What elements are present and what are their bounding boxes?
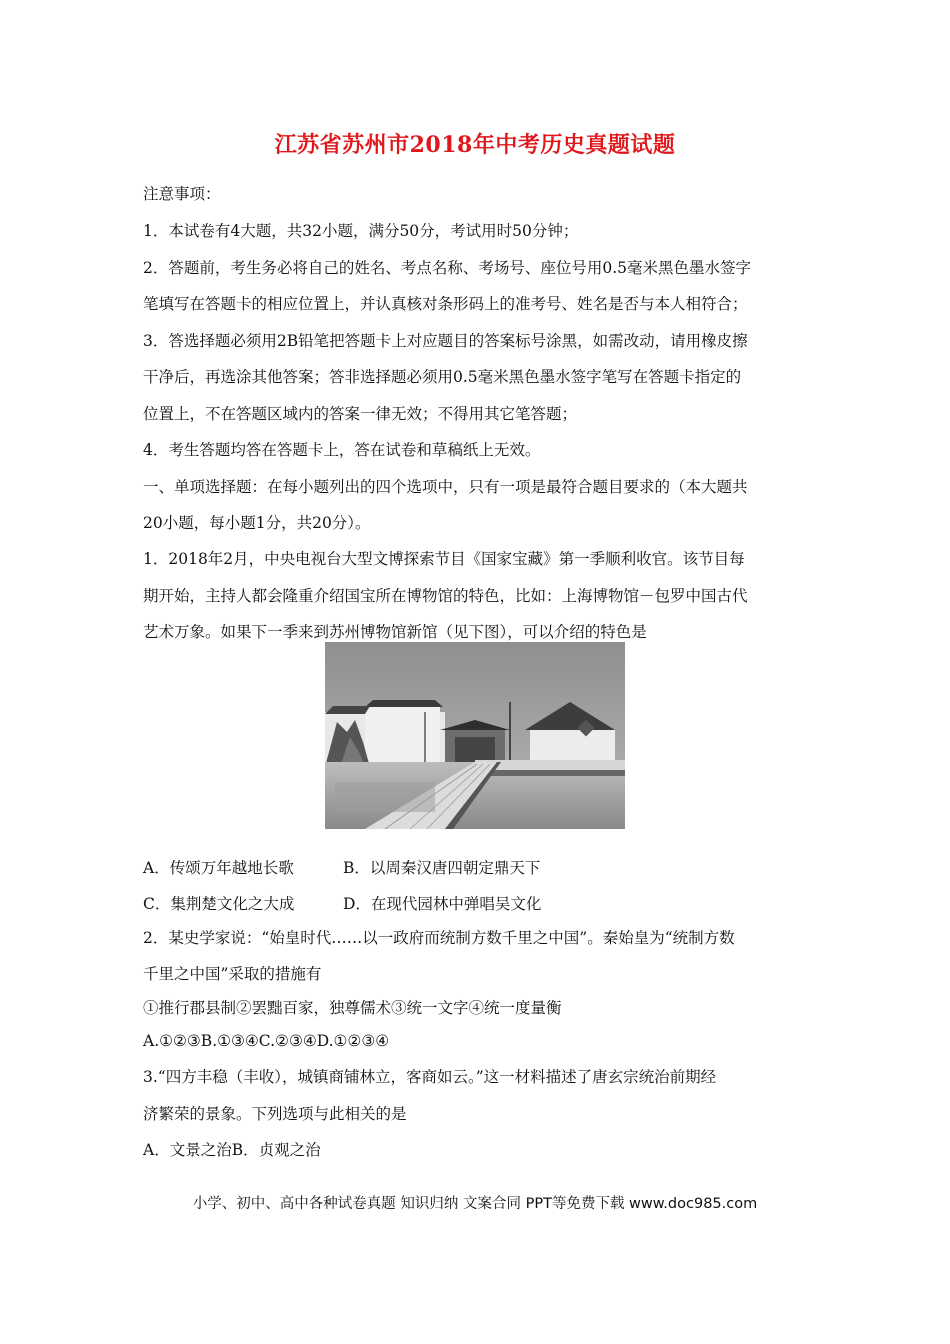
- notice-line: 干净后，再选涂其他答案；答非选择题必须用0.5毫米黑色墨水签字笔写在答题卡指定的: [143, 368, 742, 386]
- question-2-text: ①推行郡县制②罢黜百家，独尊儒术③统一文字④统一度量衡: [143, 999, 562, 1017]
- museum-photo: [325, 642, 625, 829]
- page-title: 江苏省苏州市2018年中考历史真题试题: [274, 132, 676, 158]
- section-heading: 20小题，每小题1分，共20分）。: [143, 514, 371, 532]
- page-footer: 小学、初中、高中各种试卷真题 知识归纳 文案合同 PPT等免费下载 www.doc985.com: [192, 1196, 758, 1212]
- notice-heading: 注意事项：: [143, 185, 221, 203]
- question-2-text: 2．某史学家说：“始皇时代……以一政府而统制方数千里之中国”。秦始皇为“统制方数: [143, 929, 735, 947]
- notice-line: 3．答选择题必须用2B铅笔把答题卡上对应题目的答案标号涂黑，如需改动，请用橡皮擦: [143, 332, 748, 350]
- question-2-options: A.①②③B.①③④C.②③④D.①②③④: [143, 1032, 390, 1050]
- section-heading: 一、单项选择题：在每小题列出的四个选项中，只有一项是最符合题目要求的（本大题共: [143, 478, 748, 496]
- notice-line: 4．考生答题均答在答题卡上，答在试卷和草稿纸上无效。: [143, 441, 541, 459]
- question-1-text: 艺术万象。如果下一季来到苏州博物馆新馆（见下图），可以介绍的特色是: [143, 623, 647, 641]
- notice-line: 2．答题前，考生务必将自己的姓名、考点名称、考场号、座位号用0.5毫米黑色墨水签字: [143, 259, 752, 277]
- notice-line: 笔填写在答题卡的相应位置上，并认真核对条形码上的准考号、姓名是否与本人相符合；: [143, 295, 748, 313]
- option-b: B．以周秦汉唐四朝定鼎天下: [343, 859, 541, 877]
- question-1-text: 期开始，主持人都会隆重介绍国宝所在博物馆的特色，比如：上海博物馆－包罗中国古代: [143, 587, 748, 605]
- question-3-options: A．文景之治B．贞观之治: [143, 1141, 321, 1159]
- question-2-text: 千里之中国”采取的措施有: [143, 965, 322, 983]
- question-1-text: 1．2018年2月，中央电视台大型文博探索节目《国家宝藏》第一季顺利收官。该节目每: [143, 550, 745, 568]
- notice-line: 1．本试卷有4大题，共32小题，满分50分，考试用时50分钟；: [143, 222, 579, 240]
- option-d: D．在现代园林中弹唱吴文化: [343, 895, 542, 913]
- option-a: A．传颂万年越地长歌: [143, 859, 294, 877]
- option-c: C．集荆楚文化之大成: [143, 895, 295, 913]
- question-3-text: 3.“四方丰稳（丰收），城镇商铺林立，客商如云。”这一材料描述了唐玄宗统治前期经: [143, 1068, 717, 1086]
- question-3-text: 济繁荣的景象。下列选项与此相关的是: [143, 1105, 407, 1123]
- notice-line: 位置上，不在答题区域内的答案一律无效；不得用其它笔答题；: [143, 405, 578, 423]
